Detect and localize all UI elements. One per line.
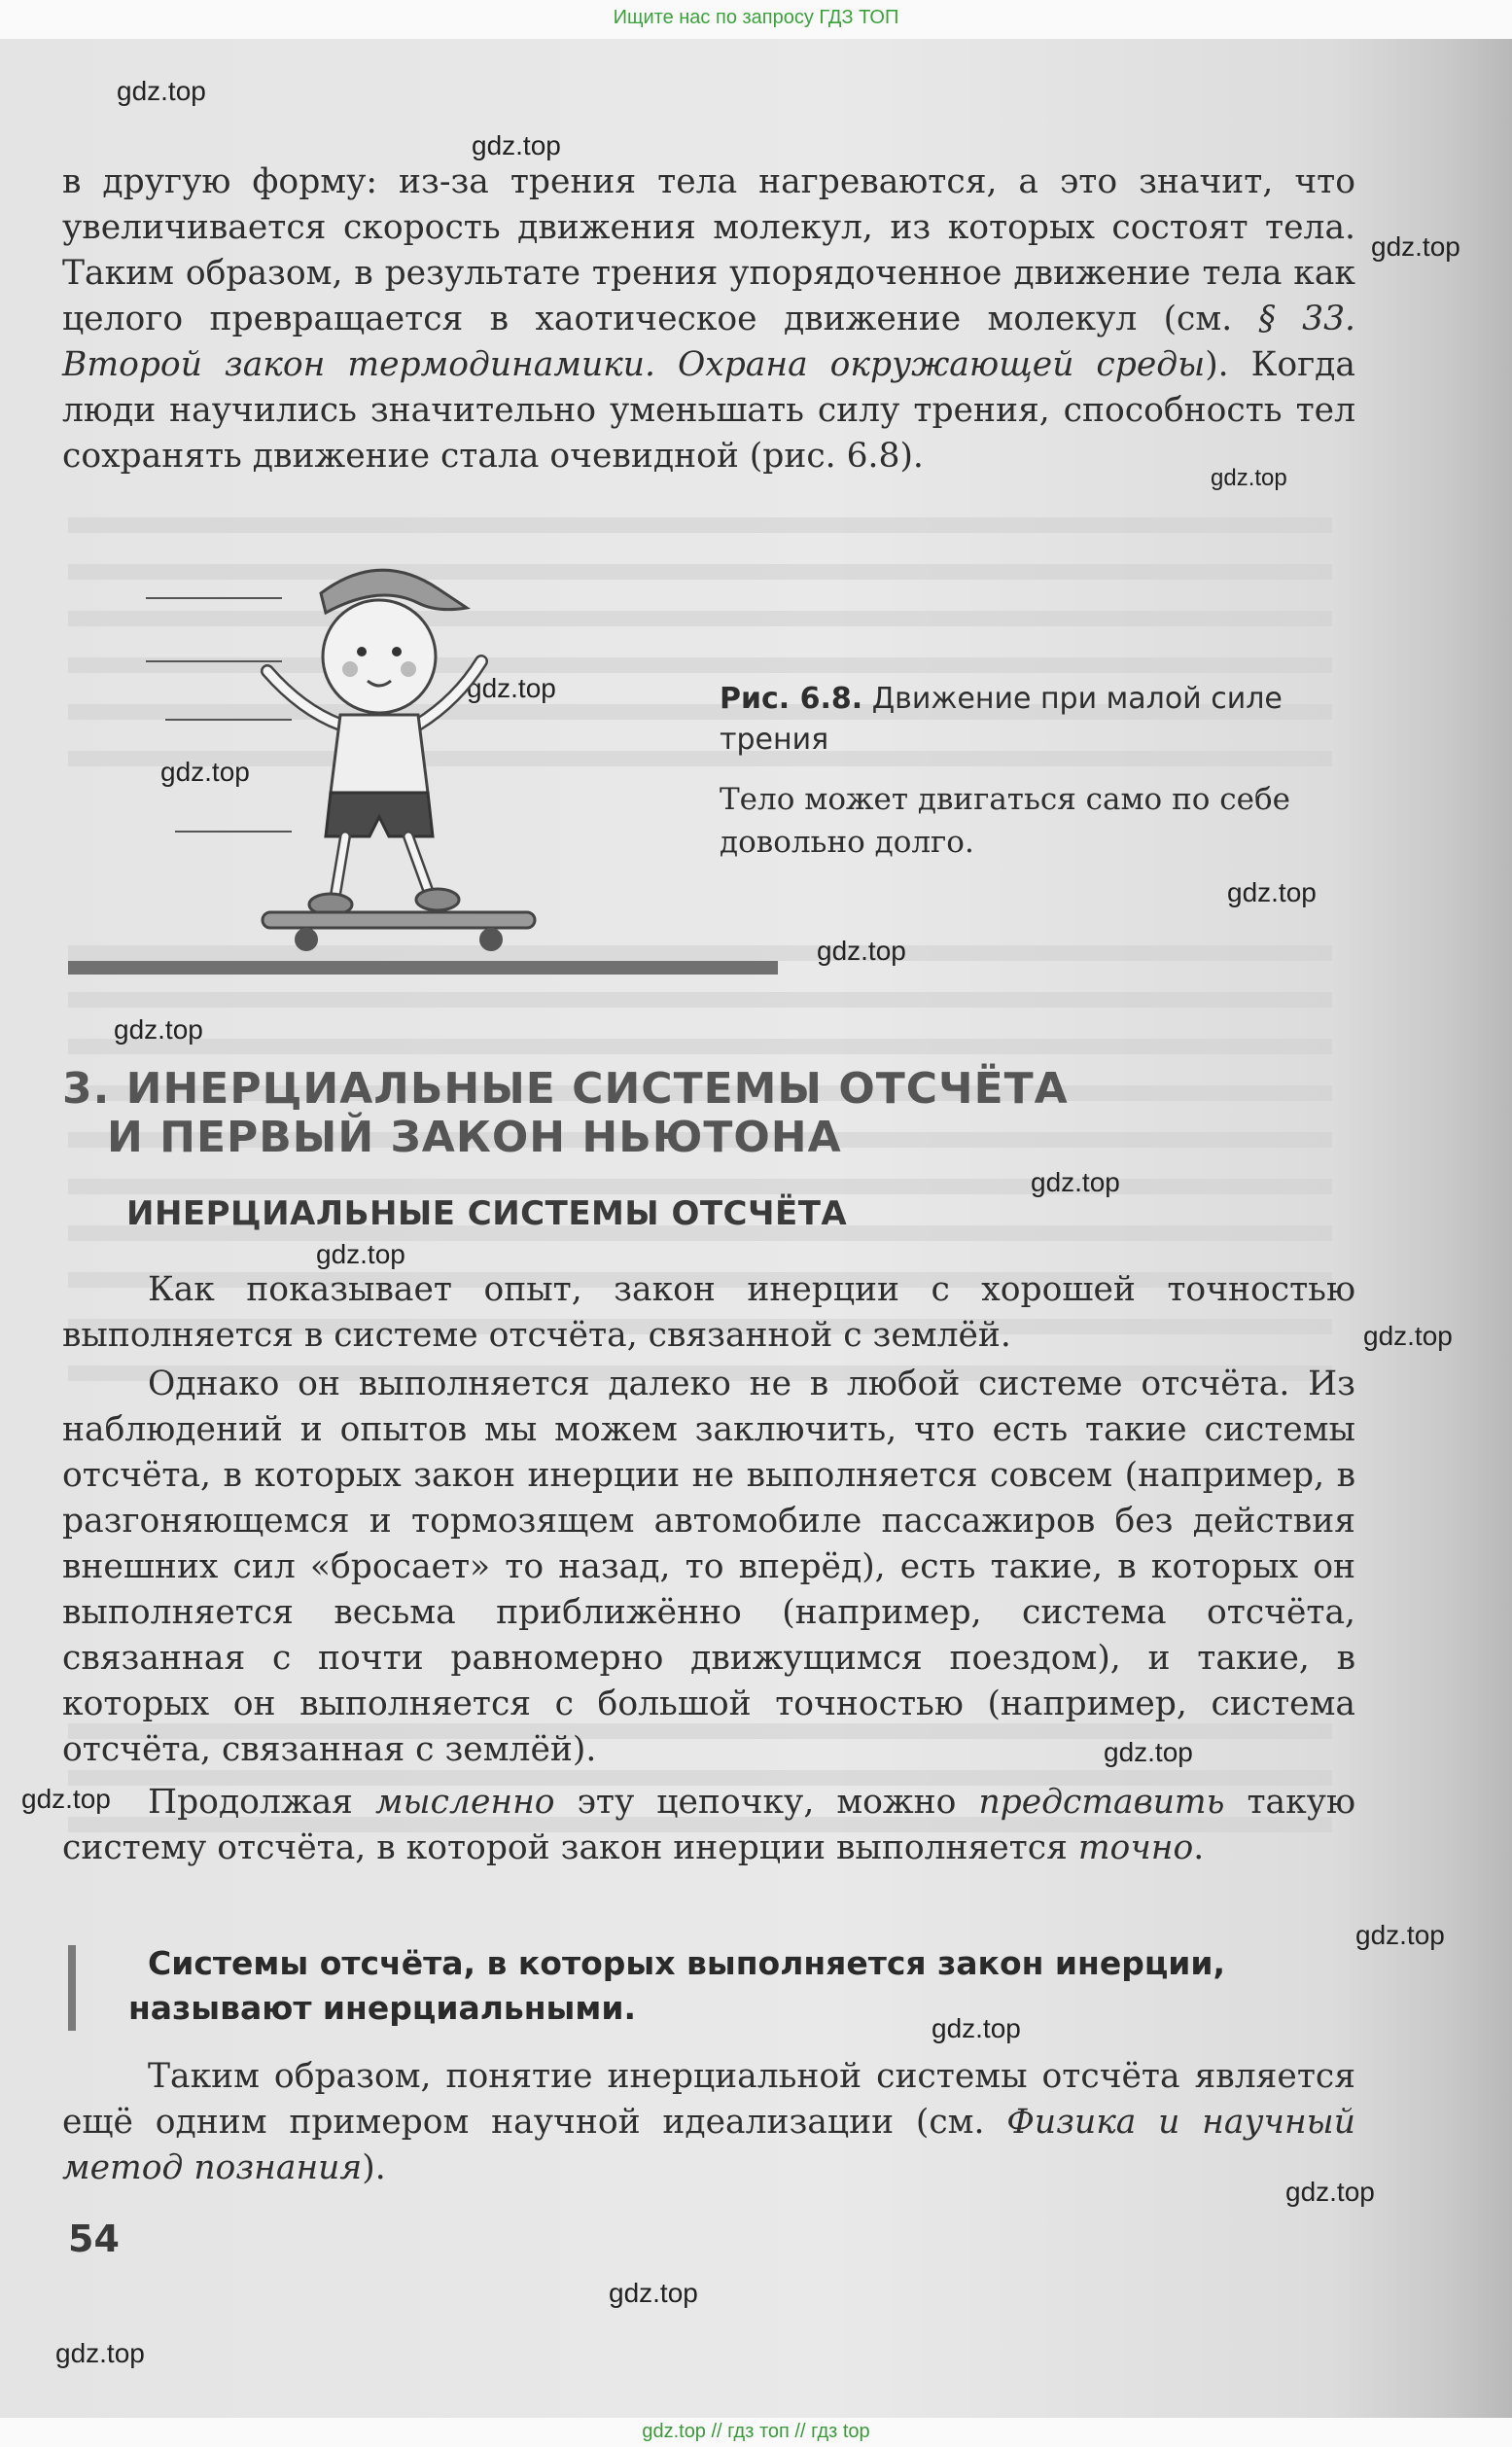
text-span: Продолжая [148, 1783, 375, 1822]
paragraph-friction [62, 160, 1355, 479]
text-span: ). Когда люди научились значительно уменьшать силу трения, способность тел сохранять движение стала очевидной (рис. 6.8). [62, 345, 1355, 476]
text-span: такую систему отсчёта, в которой закон инерции выполняется [62, 1783, 1355, 1867]
watermark: gdz.top [114, 1014, 203, 1045]
watermark: gdz.top [817, 936, 906, 966]
italic-word: точно [1077, 1828, 1194, 1867]
watermark: gdz.top [1031, 1167, 1120, 1197]
text-span: в другую форму: из-за трения тела нагреваются, а это значит, что увеличивается скорость движения молекул, из которых состоят тела. Таким образом, в результате трения упорядоченное движение тела как целого превращается в хаотическое движение молекул (см. [62, 162, 1355, 338]
italic-word: мысленно [374, 1783, 555, 1822]
watermark: gdz.top [160, 757, 250, 787]
definition-inertial-frames: Системы отсчёта, в которых выполняется закон инерции, называют инерциальными. [128, 1944, 1226, 2027]
text-span: Таким образом, понятие инерциальной системы отсчёта является ещё одним примером научной идеализации (см. [62, 2057, 1355, 2142]
italic-reference: § 33. Второй закон термодинамики. Охрана окружающей среды [62, 300, 1355, 384]
text-span: эту цепочку, можно [554, 1783, 979, 1822]
figure-label: Рис. 6.8. [720, 682, 863, 716]
watermark: gdz.top [117, 76, 206, 106]
watermark: gdz.top [1227, 877, 1317, 907]
section-heading [62, 1065, 1229, 1162]
top-banner[interactable]: Ищите нас по запросу ГДЗ ТОП [0, 0, 1512, 39]
heading-line: 3. ИНЕРЦИАЛЬНЫЕ СИСТЕМЫ ОТСЧЁТА [62, 1064, 1069, 1114]
italic-word: представить [978, 1783, 1225, 1822]
watermark: gdz.top [316, 1239, 405, 1269]
page-number: 54 [68, 2217, 120, 2260]
paragraph-scientific-idealization [62, 2054, 1355, 2191]
text-span: . [1193, 1828, 1205, 1867]
text-span: ). [362, 2148, 386, 2187]
paragraph-inertia-earth: Как показывает опыт, закон инерции с хорошей точностью выполняется в системе отсчёта, связанной с землёй. [62, 1270, 1355, 1355]
watermark: gdz.top [1211, 465, 1287, 491]
paragraph-idealization-chain [62, 1780, 1355, 1871]
subheading: ИНЕРЦИАЛЬНЫЕ СИСТЕМЫ ОТСЧЁТА [126, 1194, 848, 1233]
watermark: gdz.top [467, 673, 556, 703]
watermark: gdz.top [21, 1784, 111, 1814]
bottom-banner[interactable]: gdz.top // гдз топ // гдз top [0, 2418, 1512, 2447]
figure-title: Движение при малой силе трения [720, 682, 1283, 757]
watermark: gdz.top [1285, 2177, 1375, 2207]
watermark: gdz.top [1104, 1737, 1193, 1767]
figure-note: Тело может двигаться само по себе довольно долго. [720, 782, 1290, 860]
figure-caption [720, 679, 1361, 761]
watermark: gdz.top [472, 130, 561, 160]
italic-reference: Физика и научный метод познания [62, 2103, 1355, 2187]
heading-line: И ПЕРВЫЙ ЗАКОН НЬЮТОНА [107, 1113, 842, 1162]
definition-marker-bar [68, 1945, 76, 2031]
watermark: gdz.top [609, 2278, 698, 2308]
paragraph-reference-frames: Однако он выполняется далеко не в любой системе отсчёта. Из наблюдений и опытов мы можем заключить, что есть такие системы отсчёта, в которых закон инерции не выполняется совсем (например, в разгоняющемся и тормозящем автомобиле пассажиров без действия внешних сил «бросает» то назад, то вперёд), есть такие, в которых он выполняется весьма приближённо (например, система отсчёта, связанная с почти равномерно движущимся поездом), и такие, в которых он выполняется с большой точностью (например, система отсчёта, связанная с землёй). [62, 1365, 1355, 1769]
skateboard-boy-illustration [146, 554, 681, 973]
watermark: gdz.top [1371, 231, 1460, 262]
horizontal-rule [68, 961, 778, 975]
watermark: gdz.top [1355, 1920, 1445, 1950]
watermark: gdz.top [932, 2013, 1021, 2043]
watermark: gdz.top [55, 2338, 145, 2368]
watermark: gdz.top [1363, 1321, 1453, 1351]
